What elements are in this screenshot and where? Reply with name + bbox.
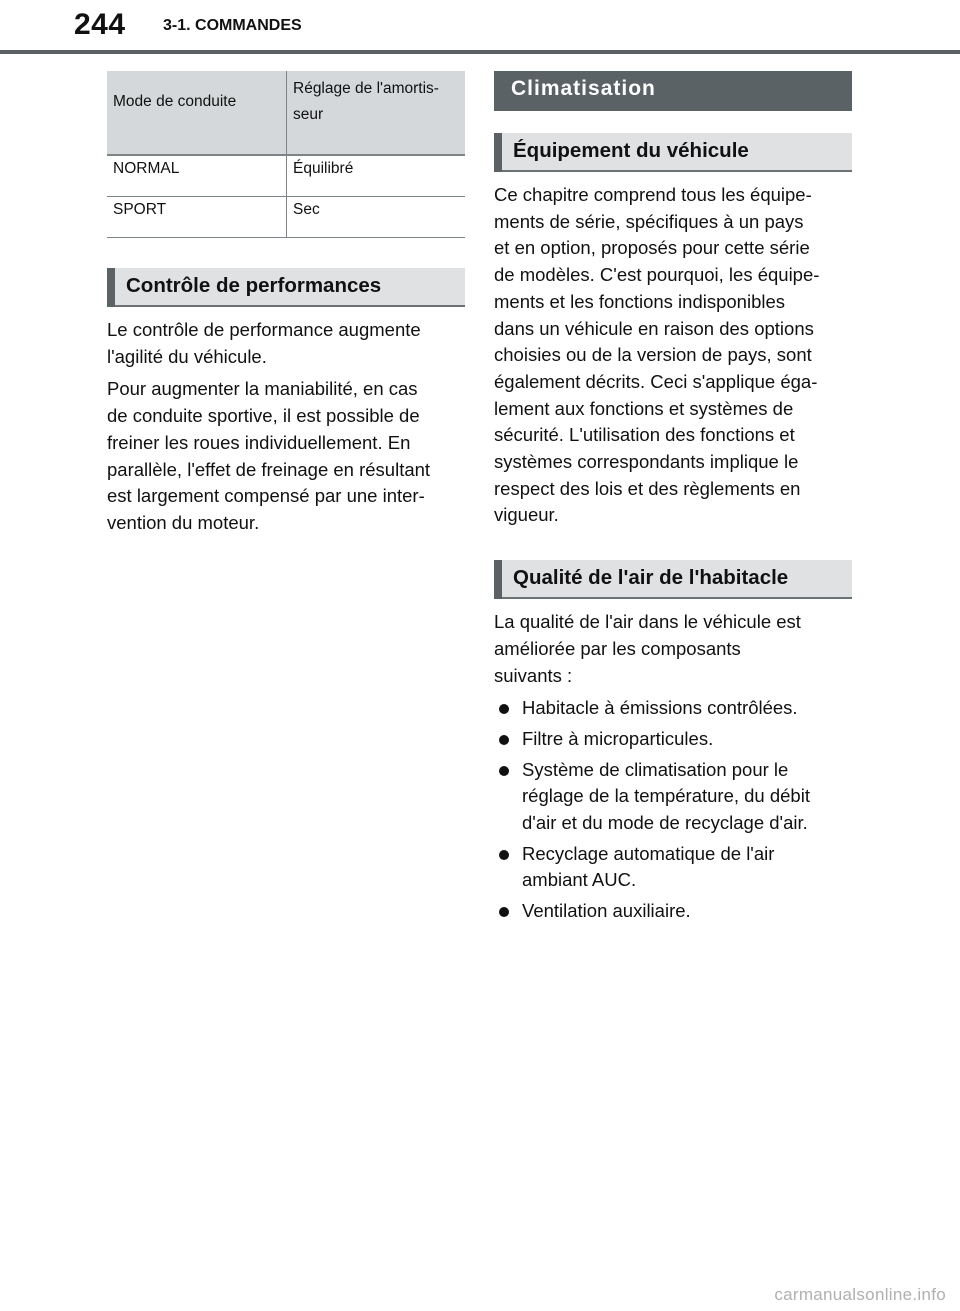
text-line: respect des lois et des règlements en	[494, 477, 801, 499]
text-line: et en option, proposés pour cette série	[494, 237, 810, 259]
table-header-row	[107, 71, 465, 155]
equipment-paragraph	[494, 182, 852, 529]
header-divider	[0, 50, 960, 54]
text-line: de conduite sportive, il est possible de	[107, 405, 420, 427]
section-heading-equipment: Équipement du véhicule	[494, 133, 852, 172]
text-line: Ventilation auxiliaire.	[522, 900, 691, 922]
text-line: sécurité. L'utilisation des fonctions et	[494, 424, 795, 446]
text-line: ments de série, spécifiques à un pays	[494, 210, 804, 232]
text-line: Habitacle à émissions contrôlées.	[522, 697, 798, 719]
page-number: 244	[74, 8, 126, 41]
text-line: améliorée par les composants	[494, 637, 741, 659]
performance-paragraph	[107, 317, 465, 370]
text-line: Ce chapitre comprend tous les équipe-	[494, 184, 812, 205]
bullet-icon	[499, 850, 509, 860]
left-column	[107, 71, 465, 537]
text-line: ments et les fonctions indisponibles	[494, 290, 786, 312]
list-item	[494, 898, 852, 925]
text-line: est largement compensé par une inter-	[107, 485, 425, 507]
bullet-icon	[499, 907, 509, 917]
text-line: systèmes correspondants implique le	[494, 451, 799, 473]
text-line: Le contrôle de performance augmente	[107, 319, 421, 340]
table-row	[107, 155, 465, 197]
list-item	[494, 726, 852, 753]
section-heading-climatisation: Climatisation	[494, 71, 852, 111]
text-line: de modèles. C'est pourquoi, les équipe-	[494, 264, 820, 286]
text-line: lement aux fonctions et systèmes de	[494, 397, 794, 419]
section-heading-air-quality: Qualité de l'air de l'habitacle	[494, 560, 852, 599]
table-cell: SPORT	[107, 197, 287, 238]
text-line: Pour augmenter la maniabilité, en cas	[107, 378, 418, 400]
right-column	[494, 71, 852, 925]
bullet-icon	[499, 766, 509, 776]
table-cell: NORMAL	[107, 155, 287, 197]
site-watermark: carmanualsonline.info	[774, 1285, 946, 1304]
table-header-cell	[287, 71, 466, 155]
chapter-title: 3-1. COMMANDES	[163, 17, 302, 34]
list-item	[494, 695, 852, 722]
header-line: Réglage de l'amortis-	[293, 80, 439, 97]
text-line: ambiant AUC.	[522, 869, 637, 891]
text-line: réglage de la température, du débit	[522, 785, 810, 807]
drive-mode-table	[107, 71, 465, 238]
text-line: également décrits. Ceci s'applique éga-	[494, 370, 818, 392]
text-line: La qualité de l'air dans le véhicule est	[494, 611, 801, 633]
text-line: Filtre à microparticules.	[522, 727, 714, 749]
text-line: parallèle, l'effet de freinage en résultant	[107, 458, 431, 480]
text-line: Système de climatisation pour le	[522, 758, 789, 780]
table-header-cell: Mode de conduite	[107, 71, 287, 155]
table-row	[107, 197, 465, 238]
text-line: vigueur.	[494, 504, 559, 526]
list-item	[494, 841, 852, 894]
bullet-icon	[499, 704, 509, 714]
text-line: dans un véhicule en raison des options	[494, 317, 814, 339]
performance-paragraph	[107, 376, 465, 536]
text-line: suivants :	[494, 664, 573, 686]
header-line: seur	[293, 106, 324, 123]
text-line: Recyclage automatique de l'air	[522, 842, 775, 864]
text-line: freiner les roues individuellement. En	[107, 431, 411, 453]
bullet-icon	[499, 735, 509, 745]
text-line: d'air et du mode de recyclage d'air.	[522, 812, 808, 834]
text-line: vention du moteur.	[107, 511, 260, 533]
air-quality-intro	[494, 609, 852, 689]
table-cell: Équilibré	[287, 155, 466, 197]
air-quality-list	[494, 695, 852, 925]
list-item	[494, 757, 852, 837]
text-line: l'agilité du véhicule.	[107, 345, 267, 367]
table-cell: Sec	[287, 197, 466, 238]
text-line: choisies ou de la version de pays, sont	[494, 344, 812, 366]
section-heading-performance: Contrôle de performances	[107, 268, 465, 307]
